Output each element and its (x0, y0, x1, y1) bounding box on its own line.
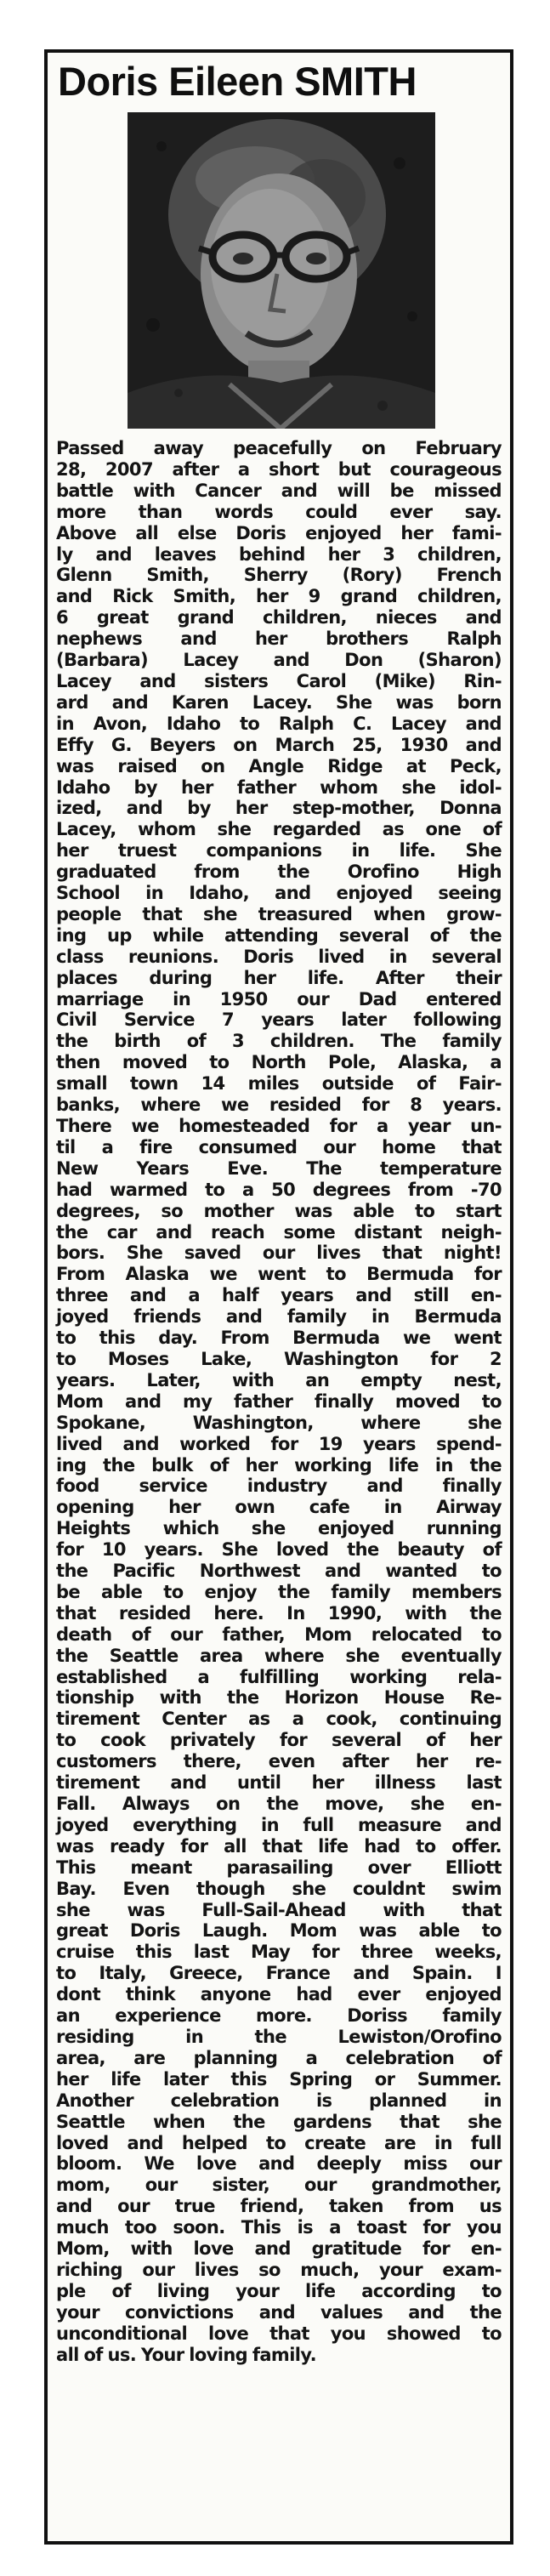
obituary-line: Heights which she enjoyed running (56, 1518, 502, 1539)
obituary-line: Civil Service 7 years later following (56, 1009, 502, 1031)
obituary-line: for 10 years. She loved the beauty of (56, 1539, 502, 1561)
obituary-line: Lacey and sisters Carol (Mike) Rin- (56, 670, 502, 691)
obituary-line: residing in the Lewiston/Orofino (56, 2026, 502, 2047)
obituary-line: joyed everything in full measure and (56, 1814, 502, 1835)
obituary-line: unconditional love that you showed to (56, 2323, 502, 2344)
obituary-line: ple of living your life according to (56, 2280, 502, 2301)
obituary-line: tirement Center as a cook, continuing (56, 1709, 502, 1730)
obituary-line: was raised on Angle Ridge at Peck, (56, 755, 502, 776)
obituary-line: in Avon, Idaho to Ralph C. Lacey and (56, 713, 502, 734)
obituary-line: she was Full-Sail-Ahead with that (56, 1899, 502, 1920)
obituary-title: Doris Eileen SMITH (58, 59, 417, 104)
obituary-line: Idaho by her father whom she idol- (56, 776, 502, 798)
obituary-line: nephews and her brothers Ralph (56, 628, 502, 650)
obituary-line: more than words could ever say. (56, 501, 502, 522)
portrait-photo-icon (128, 112, 435, 429)
obituary-line: dont think anyone had ever enjoyed (56, 1984, 502, 2005)
obituary-line: ing up while attending several of the (56, 924, 502, 946)
obituary-line: her truest companions in life. She (56, 840, 502, 862)
obituary-line: places during her life. After their (56, 967, 502, 988)
obituary-line: and our true friend, taken from us (56, 2196, 502, 2217)
obituary-line: 6 great grand children, nieces and (56, 607, 502, 628)
obituary-line: Above all else Doris enjoyed her fami- (56, 522, 502, 543)
obituary-line: and Rick Smith, her 9 grand children, (56, 586, 502, 607)
obituary-line: to cook privately for several of her (56, 1730, 502, 1751)
obituary-line: your convictions and values and the (56, 2301, 502, 2323)
obituary-line: three and a half years and still en- (56, 1285, 502, 1306)
obituary-line: ized, and by her step-mother, Donna (56, 798, 502, 819)
obituary-line: banks, where we resided for 8 years. (56, 1095, 502, 1116)
obituary-line: years. Later, with an empty nest, (56, 1369, 502, 1390)
obituary-line: opening her own cafe in Airway (56, 1497, 502, 1518)
obituary-line: degrees, so mother was able to start (56, 1200, 502, 1221)
obituary-line: This meant parasailing over Elliott (56, 1857, 502, 1878)
obituary-text (56, 438, 502, 2365)
obituary-line: then moved to North Pole, Alaska, a (56, 1052, 502, 1073)
obituary-line: her life later this Spring or Summer. (56, 2068, 502, 2090)
obituary-line: Lacey, whom she regarded as one of (56, 819, 502, 840)
obituary-line: Spokane, Washington, where she (56, 1412, 502, 1433)
obituary-line: Mom, with love and gratitude for en- (56, 2238, 502, 2260)
obituary-line: bors. She saved our lives that night! (56, 1243, 502, 1264)
obituary-line: Glenn Smith, Sherry (Rory) French (56, 565, 502, 586)
obituary-line: great Doris Laugh. Mom was able to (56, 1920, 502, 1942)
obituary-line: was ready for all that life had to offer. (56, 1835, 502, 1857)
obituary-line: food service industry and finally (56, 1476, 502, 1497)
obituary-line: til a fire consumed our home that (56, 1136, 502, 1157)
obituary-line: people that she treasured when grow- (56, 903, 502, 924)
obituary-line: small town 14 miles outside of Fair- (56, 1073, 502, 1095)
obituary-line: an experience more. Doriss family (56, 2005, 502, 2027)
obituary-line: to this day. From Bermuda we went (56, 1328, 502, 1349)
portrait-photo (128, 112, 435, 429)
obituary-line: the Pacific Northwest and wanted to (56, 1561, 502, 1582)
obituary-line: riching our lives so much, your exam- (56, 2259, 502, 2280)
obituary-line: loved and helped to create are in full (56, 2132, 502, 2153)
obituary-line: graduated from the Orofino High (56, 862, 502, 883)
obituary-line: Fall. Always on the move, she en- (56, 1794, 502, 1814)
obituary-clipping (44, 49, 513, 2545)
obituary-line: joyed friends and family in Bermuda (56, 1306, 502, 1328)
obituary-line: ly and leaves behind her 3 children, (56, 543, 502, 565)
obituary-line: the car and reach some distant neigh- (56, 1221, 502, 1243)
obituary-line: Mom and my father finally moved to (56, 1390, 502, 1412)
obituary-line: area, are planning a celebration of (56, 2047, 502, 2068)
obituary-line: cruise this last May for three weeks, (56, 1942, 502, 1963)
obituary-line: Passed away peacefully on February (56, 438, 502, 458)
obituary-line: lived and worked for 19 years spend- (56, 1433, 502, 1454)
obituary-line: bloom. We love and deeply miss our (56, 2153, 502, 2175)
obituary-line: class reunions. Doris lived in several (56, 946, 502, 967)
obituary-line: mom, our sister, our grandmother, (56, 2175, 502, 2196)
obituary-line: Seattle when the gardens that she (56, 2111, 502, 2132)
obituary-line: tionship with the Horizon House Re- (56, 1687, 502, 1709)
obituary-line: Bay. Even though she couldnt swim (56, 1878, 502, 1899)
obituary-line: to Italy, Greece, France and Spain. I (56, 1963, 502, 1984)
obituary-line: (Barbara) Lacey and Don (Sharon) (56, 650, 502, 671)
obituary-line: New Years Eve. The temperature (56, 1157, 502, 1179)
obituary-line: customers there, even after her re- (56, 1751, 502, 1772)
obituary-line: Effy G. Beyers on March 25, 1930 and (56, 734, 502, 755)
obituary-line: tirement and until her illness last (56, 1772, 502, 1794)
obituary-line: much too soon. This is a toast for you (56, 2217, 502, 2238)
obituary-line: ard and Karen Lacey. She was born (56, 691, 502, 713)
obituary-line: ing the bulk of her working life in the (56, 1454, 502, 1476)
obituary-line: Another celebration is planned in (56, 2090, 502, 2111)
obituary-line: 28, 2007 after a short but courageous (56, 458, 502, 480)
obituary-line: marriage in 1950 our Dad entered (56, 988, 502, 1009)
obituary-line: From Alaska we went to Bermuda for (56, 1264, 502, 1285)
obituary-line: be able to enjoy the family members (56, 1581, 502, 1602)
obituary-line: the Seattle area where she eventually (56, 1645, 502, 1666)
obituary-line: to Moses Lake, Washington for 2 (56, 1348, 502, 1369)
obituary-line: There we homesteaded for a year un- (56, 1116, 502, 1136)
obituary-line: had warmed to a 50 degrees from -70 (56, 1179, 502, 1200)
obituary-line: the birth of 3 children. The family (56, 1031, 502, 1052)
obituary-line: established a fulfilling working rela- (56, 1666, 502, 1687)
obituary-line: all of us. Your loving family. (56, 2344, 316, 2365)
obituary-line: death of our father, Mom relocated to (56, 1624, 502, 1645)
obituary-line: battle with Cancer and will be missed (56, 480, 502, 501)
obituary-line: that resided here. In 1990, with the (56, 1602, 502, 1624)
obituary-line: School in Idaho, and enjoyed seeing (56, 883, 502, 904)
